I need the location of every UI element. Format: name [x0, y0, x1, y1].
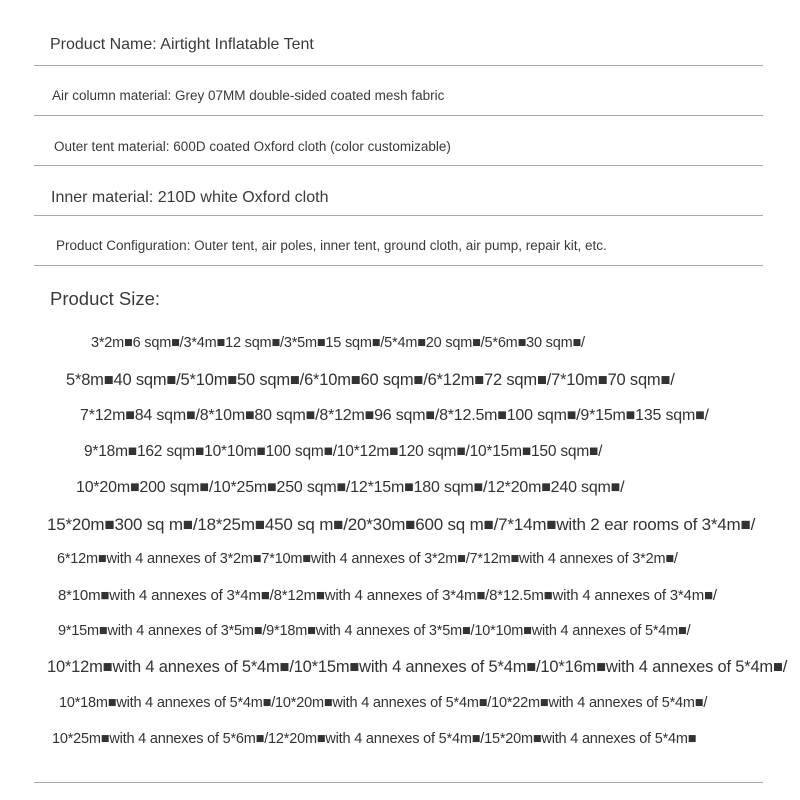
- spec-text: Inner material: 210D white Oxford cloth: [51, 189, 329, 206]
- spec-row-air-column-material: [34, 88, 763, 116]
- spec-text: Air column material: Grey 07MM double-sided coated mesh fabric: [52, 88, 445, 103]
- size-line: 8*10m■with 4 annexes of 3*4m■/8*12m■with 4 annexes of 3*4m■/8*12.5m■with 4 annexes of 3*4m■/: [58, 587, 717, 604]
- product-size-heading: Product Size:: [50, 288, 161, 309]
- spec-text: Product Configuration: Outer tent, air poles, inner tent, ground cloth, air pump, repair kit, etc.: [56, 238, 607, 253]
- bottom-divider: [34, 782, 763, 783]
- size-line: 5*8m■40 sqm■/5*10m■50 sqm■/6*10m■60 sqm■/6*12m■72 sqm■/7*10m■70 sqm■/: [66, 371, 675, 389]
- size-line: 9*15m■with 4 annexes of 3*5m■/9*18m■with 4 annexes of 3*5m■/10*10m■with 4 annexes of 5*4m■/: [58, 623, 691, 639]
- spec-row-product-configuration: [34, 238, 763, 266]
- size-line: 6*12m■with 4 annexes of 3*2m■7*10m■with 4 annexes of 3*2m■/7*12m■with 4 annexes of 3*2m■/: [57, 551, 678, 567]
- spec-row-outer-tent-material: [34, 139, 763, 166]
- size-line: 3*2m■6 sqm■/3*4m■12 sqm■/3*5m■15 sqm■/5*4m■20 sqm■/5*6m■30 sqm■/: [91, 335, 585, 351]
- size-line: 10*25m■with 4 annexes of 5*6m■/12*20m■with 4 annexes of 5*4m■/15*20m■with 4 annexes of 5*4m■: [52, 731, 697, 747]
- size-line: 10*18m■with 4 annexes of 5*4m■/10*20m■with 4 annexes of 5*4m■/10*22m■with 4 annexes of 5*4m■/: [59, 695, 708, 711]
- size-line: 15*20m■300 sq m■/18*25m■450 sq m■/20*30m■600 sq m■/7*14m■with 2 ear rooms of 3*4m■/: [47, 515, 756, 534]
- spec-text: Product Name: Airtight Inflatable Tent: [50, 36, 314, 53]
- size-line: 7*12m■84 sqm■/8*10m■80 sqm■/8*12m■96 sqm■/8*12.5m■100 sqm■/9*15m■135 sqm■/: [80, 407, 709, 424]
- size-line: 9*18m■162 sqm■10*10m■100 sqm■/10*12m■120 sqm■/10*15m■150 sqm■/: [84, 443, 603, 460]
- size-line: 10*12m■with 4 annexes of 5*4m■/10*15m■with 4 annexes of 5*4m■/10*16m■with 4 annexes of 5*4m■/: [47, 658, 788, 676]
- spec-text: Outer tent material: 600D coated Oxford cloth (color customizable): [54, 139, 451, 154]
- spec-row-product-name: [34, 36, 763, 66]
- spec-row-inner-material: [34, 189, 763, 216]
- size-line: 10*20m■200 sqm■/10*25m■250 sqm■/12*15m■180 sqm■/12*20m■240 sqm■/: [76, 479, 625, 496]
